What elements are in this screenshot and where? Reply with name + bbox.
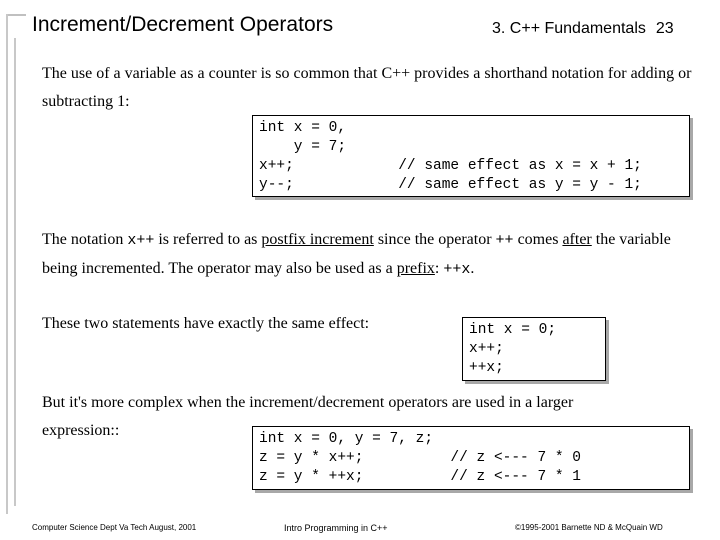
underlined-term: postfix increment (261, 231, 374, 248)
code-line: y--; // same effect as y = y - 1; (259, 177, 642, 193)
code-line: int x = 0, (259, 120, 347, 136)
complex-line-2: expression:: (42, 422, 120, 439)
notation-paragraph (42, 226, 707, 284)
code-line: ++x; (469, 360, 504, 376)
code-line: z = y * ++x; // z <--- 7 * 1 (259, 469, 581, 485)
inline-code: ++x (443, 261, 471, 278)
frame-left-outer-line (6, 14, 8, 514)
underlined-term: after (562, 231, 592, 248)
text-run: the variable being incremented. The operator may also be used as a (42, 231, 671, 277)
text-run: is referred to as (154, 231, 262, 248)
underlined-term: prefix (396, 260, 435, 277)
text-run: : (434, 260, 444, 277)
code-block-expression (252, 426, 690, 490)
text-run: comes (513, 231, 563, 248)
inline-code: x++ (127, 232, 155, 249)
code-line: x++; (469, 341, 504, 357)
inline-code: ++ (495, 232, 514, 249)
page-number: 23 (655, 20, 674, 37)
text-run: The notation (42, 231, 128, 248)
code-block-counter (252, 115, 690, 197)
code-line: y = 7; (259, 139, 347, 155)
chapter-label: 3. C++ Fundamentals (492, 20, 646, 37)
code-line: z = y * x++; // z <--- 7 * 0 (259, 450, 581, 466)
slide-title: Increment/Decrement Operators (32, 13, 334, 36)
intro-paragraph: The use of a variable as a counter is so common that C++ provides a shorthand notation for adding or subtracting 1: (42, 65, 692, 110)
same-effect-paragraph: These two statements have exactly the same effect: (42, 315, 370, 332)
text-run: since the operator (373, 231, 496, 248)
footer-center: Intro Programming in C++ (284, 523, 388, 533)
complex-line-1: But it's more complex when the increment/decrement operators are used in a larger (42, 394, 574, 411)
text-run: . (470, 260, 475, 277)
code-line: x++; // same effect as x = x + 1; (259, 158, 642, 174)
slide-header-right (492, 20, 674, 38)
footer-right: ©1995-2001 Barnette ND & McQuain WD (515, 523, 663, 532)
frame-left-inner-line (14, 38, 16, 506)
code-line: int x = 0; (469, 322, 557, 338)
code-line: int x = 0, y = 7, z; (259, 431, 434, 447)
code-block-same-effect (462, 317, 606, 381)
footer-left: Computer Science Dept Va Tech August, 2001 (32, 523, 197, 532)
frame-corner (6, 14, 26, 38)
